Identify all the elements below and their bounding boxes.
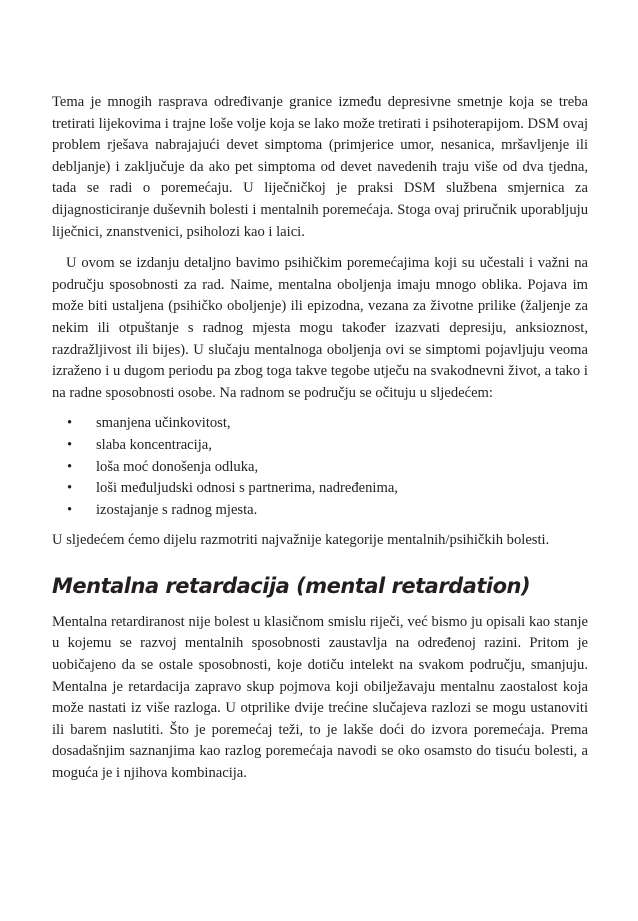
bullet-dot: • xyxy=(67,458,73,475)
document-page xyxy=(52,92,588,785)
bullet-dot: • xyxy=(67,501,73,518)
list-item-text: slaba koncentracija, xyxy=(96,436,212,453)
list-item xyxy=(52,478,588,500)
list-item xyxy=(52,435,588,457)
paragraph-mental-retardation: Mentalna retardiranost nije bolest u klasičnom smislu riječi, već bismo ju opisali kao stanje u kojemu se razvoj mentalnih sposobnosti zaustavlja na određenoj razini. Pritom je uobičajeno da se ostale sposobnosti, koje dotiču intelekt na svakom području, smanjuju. Mentalna je retardacija zapravo skup pojmova koji obilježavaju mentalnu zaostalost koja može nastati iz više razloga. U otprilike dvije trećine slučajeva razlozi se mogu ustanoviti ili barem naslutiti. Što je poremećaj teži, to je lakše doći do izvora poremećaja. Prema dosadašnjim saznanjima kao razlog poremećaja navodi se oko osamsto do tisuću bolesti, a moguća je i njihova kombinacija. xyxy=(52,613,588,782)
list-item-text: smanjena učinkovitost, xyxy=(96,415,231,432)
list-item xyxy=(52,500,588,522)
section-heading: Mentalna retardacija (mental retardation) xyxy=(52,573,531,598)
list-item-text: loša moć donošenja odluka, xyxy=(96,458,259,475)
bullet-dot: • xyxy=(67,436,73,453)
list-item xyxy=(52,457,588,479)
paragraph-dsm-intro: Tema je mnogih rasprava određivanje granice između depresivne smetnje koja se treba tretirati lijekovima i trajne loše volje koja se lako može tretirati i psihoterapijom. DSM ovaj problem rješava nabrajajući devet simptoma (primjerice umor, nesanica, mršavljenje ili debljanje) i zaključuje da ako pet simptoma od devet navedenih traju više od dva tjedna, tada se radi o poremećaju. U liječničkoj je praksi DSM službena smjernica za dijagnosticiranje duševnih bolesti i mentalnih poremećaja. Stoga ovaj priručnik uporabljuju liječnici, znanstvenici, psiholozi kao i laici. xyxy=(52,94,588,240)
list-item-text: izostajanje s radnog mjesta. xyxy=(96,501,258,518)
paragraph-edition-focus: U ovom se izdanju detaljno bavimo psihičkim poremećajima koji su učestali i važni na području sposobnosti za rad. Naime, mentalna oboljenja imaju mnogo oblika. Pojava im može biti ustaljena (psihičko oboljenje) ili epizodna, vezana za životne prilike (žaljenje za nekim ili otpuštanje s radnog mjesta mogu također izazvati depresiju, anksioznost, razdražljivost ili bijes). U slučaju mentalnoga oboljenja ovi se simptomi pojavljuju veoma izraženo i u dugom periodu pa zbog toga takve tegobe utječu na svakodnevni život, a tako i na radne sposobnosti osobe. Na radnom se području se očituju u sljedećem: xyxy=(52,255,588,401)
symptom-list xyxy=(52,413,588,521)
bullet-dot: • xyxy=(67,415,73,432)
bullet-dot: • xyxy=(67,480,73,497)
list-item-text: loši međuljudski odnosi s partnerima, nadređenima, xyxy=(96,480,398,497)
paragraph-next-section: U sljedećem ćemo dijelu razmotriti najvažnije kategorije mentalnih/psihičkih bolesti. xyxy=(52,532,550,549)
list-item xyxy=(52,413,588,435)
